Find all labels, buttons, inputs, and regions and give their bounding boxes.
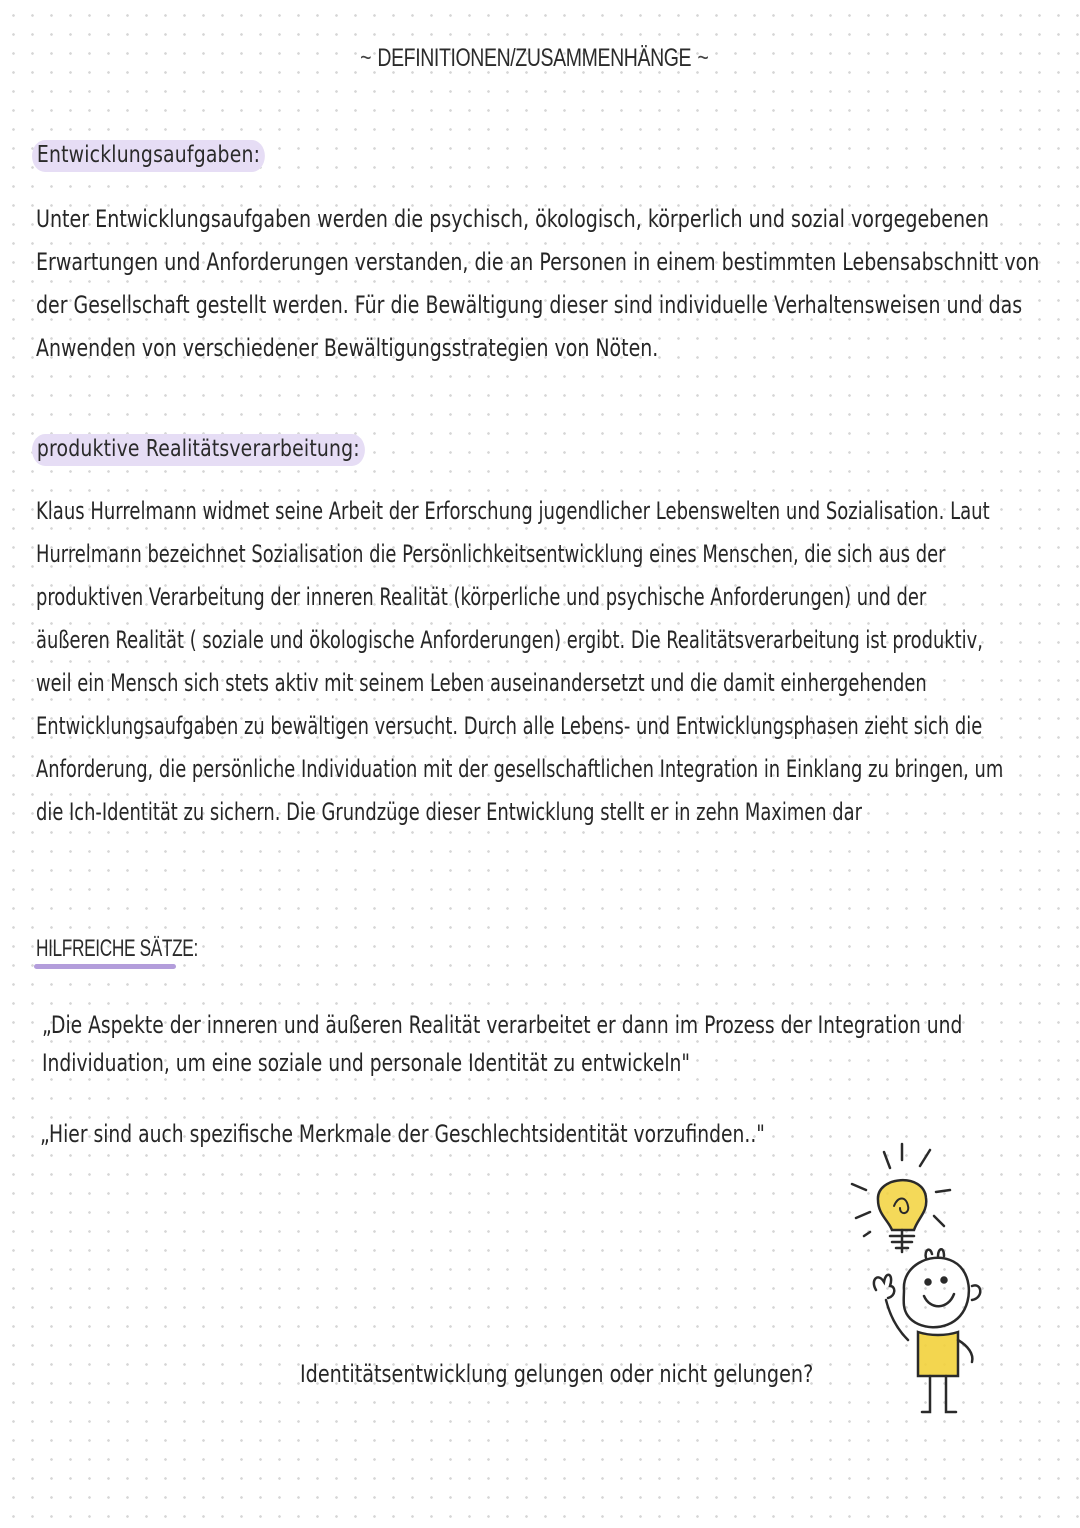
paragraph-line: Anwenden von verschiedener Bewältigungsstrategien von Nöten. [36,334,659,362]
helpful-sentences-underline [34,964,176,969]
paragraph-line: Hurrelmann bezeichnet Sozialisation die Persönlichkeitsentwicklung eines Menschen, die sich aus der [36,540,946,568]
quote-line: „Hier sind auch spezifische Merkmale der Geschlechtsidentität vorzufinden.." [40,1120,765,1148]
lightbulb-icon [852,1144,950,1252]
paragraph-line: äußeren Realität ( soziale und ökologische Anforderungen) ergibt. Die Realitätsverarbeitung ist produktiv, [36,626,983,654]
paragraph-line: Entwicklungsaufgaben zu bewältigen versucht. Durch alle Lebens- und Entwicklungsphasen zieht sich die [36,712,983,740]
paragraph-line: Anforderung, die persönliche Individuation mit der gesellschaftlichen Integration in Einklang zu bringen, um [36,755,1004,783]
paragraph-line: Klaus Hurrelmann widmet seine Arbeit der Erforschung jugendlicher Lebenswelten und Sozialisation. Laut [36,497,990,525]
paragraph-line: produktiven Verarbeitung der inneren Realität (körperliche und psychische Anforderungen) und der [36,583,927,611]
paragraph-line: weil ein Mensch sich stets aktiv mit seinem Leben auseinandersetzt und die damit einhergehenden [36,669,927,697]
paragraph-line: Erwartungen und Anforderungen verstanden, die an Personen in einem bestimmten Lebensabschnitt von [36,248,1040,276]
lightbulb-stickfigure-illustration [826,1140,1006,1430]
quote-1 [42,1006,1042,1082]
title-text: DEFINITIONEN/ZUSAMMENHÄNGE [377,44,692,72]
paragraph-line: der Gesellschaft gestellt werden. Für die Bewältigung dieser sind individuelle Verhaltensweisen und das [36,291,1023,319]
bottom-question: Identitätsentwicklung gelungen oder nicht gelungen? [300,1360,814,1388]
paragraph-entwicklungsaufgaben [36,198,1040,370]
section-heading-entwicklungsaufgaben: Entwicklungsaufgaben: [32,140,265,172]
helpful-sentences-heading: HILFREICHE SÄTZE: [36,935,198,962]
title-tilde-right: ~ [697,44,709,72]
quote-line: „Die Aspekte der inneren und äußeren Realität verarbeitet er dann im Prozess der Integration und [42,1011,963,1039]
paragraph-line: die Ich-Identität zu sichern. Die Grundzüge dieser Entwicklung stellt er in zehn Maximen dar [36,798,862,826]
page-title [113,44,955,73]
stick-figure-icon [874,1249,980,1412]
paragraph-produktive-realitaetsverarbeitung [36,490,1036,834]
section-heading-produktive-realitaetsverarbeitung: produktive Realitätsverarbeitung: [32,434,365,466]
title-tilde-left: ~ [360,44,372,72]
paragraph-line: Unter Entwicklungsaufgaben werden die psychisch, ökologisch, körperlich und sozial vorgegebenen [36,205,989,233]
quote-line: Individuation, um eine soziale und personale Identität zu entwickeln" [42,1049,691,1077]
